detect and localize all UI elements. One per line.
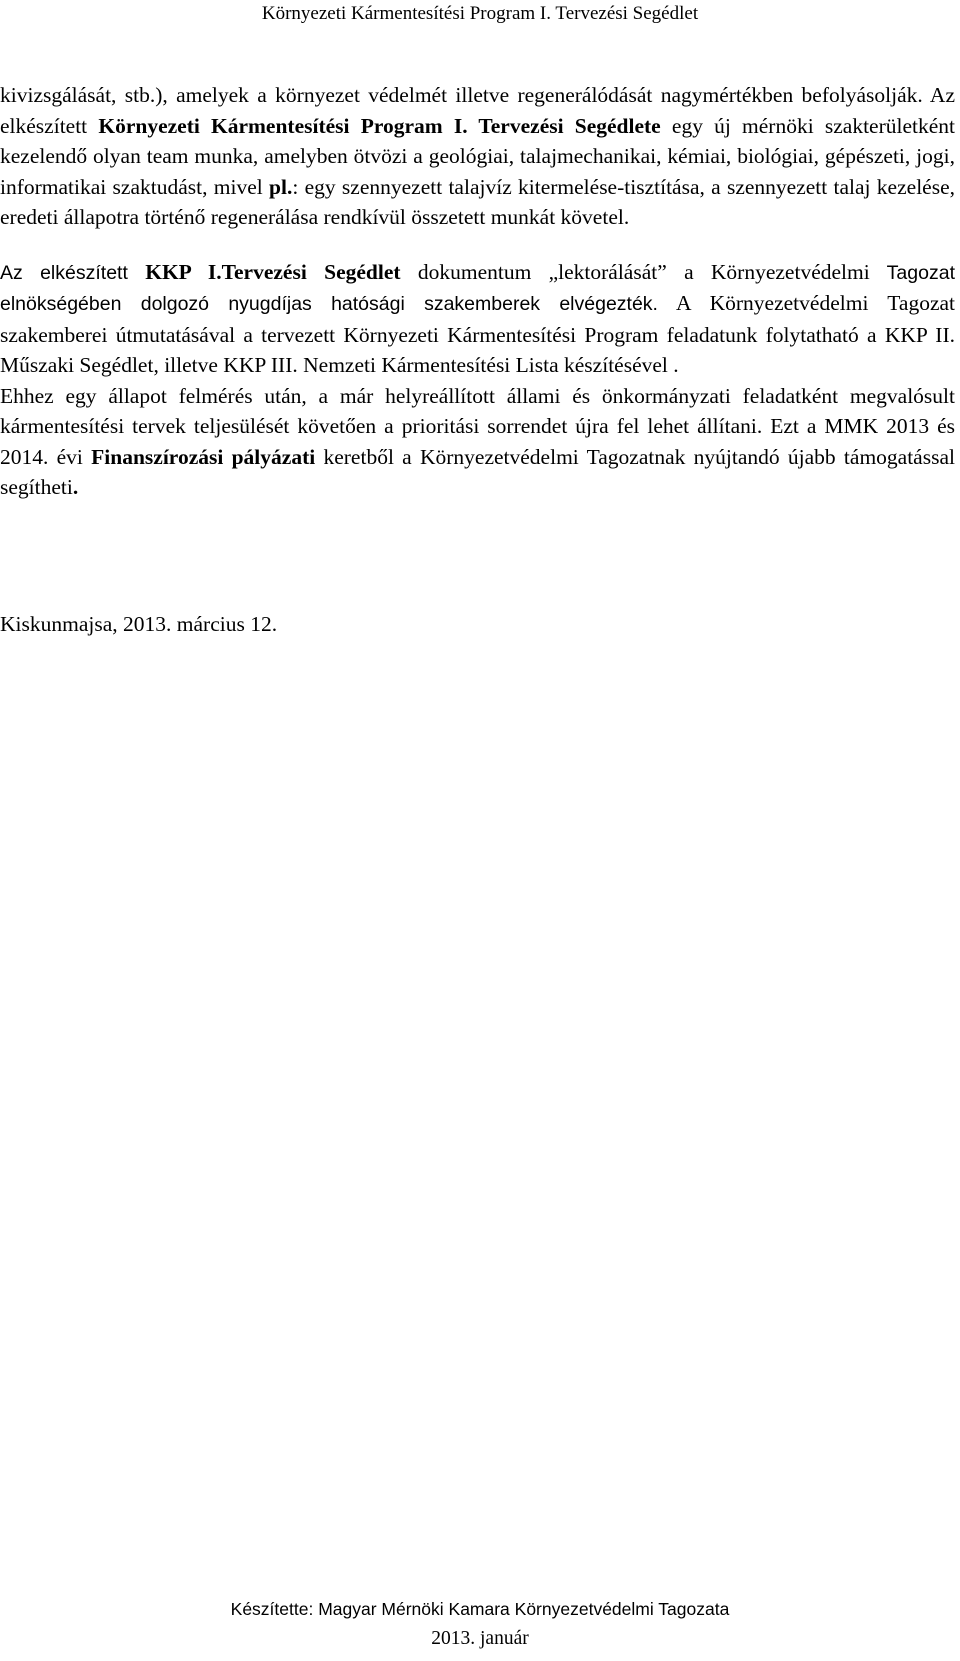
paragraph-2-text-3: Tagozat elnökségében dolgozó nyugdíjas hatósági szakemberek elvégezték. — [0, 261, 955, 315]
paragraph-2-emphasis: KKP I.Tervezési Segédlet — [145, 259, 401, 284]
paragraph-2-text-2: dokumentum „lektorálását” a Környezetvédelmi — [400, 259, 870, 284]
paragraph-gap — [0, 233, 955, 257]
paragraph-1 — [0, 80, 955, 233]
page-footer — [0, 1594, 960, 1654]
document-body — [0, 80, 955, 503]
footer-date: 2013. január — [431, 1628, 529, 1649]
paragraph-3-emphasis: Finanszírozási pályázati — [91, 444, 316, 469]
header-title: Környezeti Kármentesítési Program I. Tervezési Segédlet — [261, 3, 699, 24]
closing-date: Kiskunmajsa, 2013. március 12. — [0, 612, 278, 636]
paragraph-3-emphasis-2: . — [72, 475, 79, 499]
paragraph-1-text: kivizsgálását, stb.), amelyek a környezet védelmét illetve regenerálódását nagymértékben befolyásolják. Az elkészített — [0, 83, 955, 138]
paragraph-2-text: Az elkészített — [0, 261, 146, 284]
paragraph-3 — [0, 381, 955, 503]
paragraph-2-text-4: A Környezetvédelmi Tagozat szakemberei útmutatásával a tervezett Környezeti Kármentesítési Program feladatunk folytatható a KKP II. Műszaki Segédlet, illetve KKP III. Nemzeti Kármentesítési Lista készítésével . — [0, 291, 956, 377]
paragraph-1-emphasis-2: pl. — [269, 174, 293, 199]
footer-author: Készítette: Magyar Mérnöki Kamara Környezetvédelmi Tagozata — [230, 1599, 730, 1619]
paragraph-3-text-2: keretből a Környezetvédelmi Tagozatnak nyújtandó újabb támogatással segítheti — [0, 444, 955, 499]
paragraph-3-text: Ehhez egy állapot felmérés után, a már helyreállított állami és önkormányzati feladatként megvalósult kármentesítési tervek teljesülését követően a prioritási sorrendet újra fel lehet állítani. Ezt a MMK 2013 és 2014. évi — [0, 383, 955, 469]
paragraph-2 — [0, 257, 955, 381]
page-header — [0, 0, 960, 26]
paragraph-1-text-3: : egy szennyezett talajvíz kitermelése-tisztítása, a szennyezett talaj kezelése, eredeti állapotra történő regenerálása rendkívül összetett munkát követel. — [0, 174, 955, 229]
paragraph-1-text-2: egy új mérnöki szakterületként kezelendő olyan team munka, amelyben ötvözi a geológiai, talajmechanikai, kémiai, biológiai, gépészeti, jogi, informatikai szaktudást, mivel — [0, 113, 956, 199]
paragraph-1-emphasis: Környezeti Kármentesítési Program I. Tervezési Segédlete — [98, 113, 661, 138]
